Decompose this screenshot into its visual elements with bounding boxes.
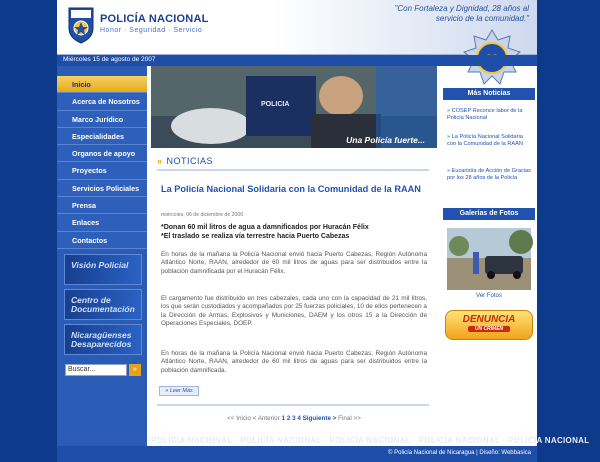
site-name: POLICÍA NACIONAL: [100, 13, 209, 25]
news-link-1[interactable]: » COSEP Reconce labor de la Policía Nacional: [447, 108, 523, 121]
nav-item-contactos[interactable]: Contactos: [57, 232, 147, 249]
section-arrow-icon: »: [157, 156, 163, 166]
promo-vision-policial[interactable]: Visión Policial: [64, 254, 142, 285]
pager-page-4[interactable]: 4: [297, 415, 301, 422]
nav-item-acerca[interactable]: Acerca de Nosotros: [57, 93, 147, 110]
article-lead: [161, 224, 427, 241]
nav-item-organos[interactable]: Organos de apoyo: [57, 145, 147, 162]
footer-watermark: POLICÍA NACIONAL · POLICÍA NACIONAL · POLICÍA NACIONAL · POLICÍA NACIONAL · POLICÍA NACIONAL: [151, 436, 590, 445]
police-shield-logo-icon[interactable]: [67, 6, 95, 44]
pager-first[interactable]: << Inicio: [227, 415, 251, 422]
svg-text:POLICIA: POLICIA: [261, 101, 290, 108]
pager-next[interactable]: Siguiente >: [302, 415, 337, 422]
pagination: [151, 415, 437, 422]
nav-spacer: [57, 66, 147, 76]
promo-centro-documentacion[interactable]: Centro de Documentación: [64, 289, 142, 320]
article-paragraph-3: En horas de la mañana la Policía Nacional envió hacia Puerto Cabezas, Región Autónoma Atlántico Norte, RAAN, alrededor de 60 mil litros de aguas para ser distribuidos entre la población damnificada.: [161, 350, 427, 374]
pager-prev[interactable]: < Anterior: [252, 415, 280, 422]
date-bar: [57, 55, 537, 66]
slogan: "Con Fortaleza y Dignidad, 28 años al servicio de la comunidad.": [394, 4, 529, 23]
article-paragraph-2: El cargamento fue distribuido en tres cabezales, cada uno con la capacidad de 21 mil litros, los que serán custodiados y acompañados por 25 fuerzas policiales, 10 de ellos pertenecen a la Dirección de Armas, Explosivos y Municiones, DAEM y los otros 15 a la Dirección de Operaciones Especiales, DOEP.: [161, 295, 427, 327]
section-title-label: NOTICIAS: [166, 156, 214, 166]
left-nav: [57, 66, 147, 456]
article-paragraph-1: En horas de la mañana la Policía Nacional envió hacia Puerto Cabezas, Región Autónoma Atlántico Norte, RAAN, alrededor de 60 mil litros de aguas para ser distribuidos entre la población damnificada por el Huracán Félix.: [161, 251, 427, 275]
article-title[interactable]: La Policía Nacional Solidaria con la Comunidad de la RAAN: [161, 184, 421, 194]
pager-page-1[interactable]: 1: [281, 415, 286, 422]
gallery-link[interactable]: Ver Fotos: [476, 293, 502, 299]
news-link-3[interactable]: » Eucaristía de Acción de Gracias por los 28 años de la Policía: [447, 168, 531, 181]
report-crime-button[interactable]: [445, 310, 533, 340]
report-crime-sublabel: UN CRIMEN: [468, 326, 510, 332]
current-date: Miércoles 15 de agosto de 2007: [63, 56, 156, 63]
nav-item-prensa[interactable]: Prensa: [57, 197, 147, 214]
search-button[interactable]: »: [129, 364, 141, 376]
search-input[interactable]: Buscar...: [65, 364, 127, 376]
footer: [57, 446, 537, 462]
nav-item-enlaces[interactable]: Enlaces: [57, 214, 147, 231]
gallery-photo-icon: [447, 228, 531, 290]
page: [57, 0, 590, 462]
read-more-button[interactable]: » Leer Más: [159, 386, 199, 396]
news-link-2[interactable]: » La Policía Nacional Solidaria con la Comunidad de la RAAN: [447, 134, 523, 147]
nav-item-servicios[interactable]: Servicios Policiales: [57, 180, 147, 197]
nav-item-proyectos[interactable]: Proyectos: [57, 162, 147, 179]
article-lead-line-1: *Donan 60 mil litros de agua a damnificados por Huracán Félix: [161, 224, 369, 231]
nav-item-marco-juridico[interactable]: Marco Jurídico: [57, 111, 147, 128]
site-tagline: Honor · Seguridad · Servicio: [100, 27, 203, 34]
banner-caption: Una Policía fuerte...: [346, 135, 425, 145]
promo-desaparecidos[interactable]: Nicaragüenses Desaparecidos: [64, 324, 142, 355]
right-column: [441, 88, 537, 438]
pager-page-3[interactable]: 3: [292, 415, 296, 422]
section-title: [157, 156, 213, 166]
pager-page-2[interactable]: 2: [286, 415, 291, 422]
pager-last[interactable]: Final >>: [338, 415, 361, 422]
article-date: miércoles, 06 de diciembre de 2006: [161, 212, 244, 218]
content-divider: [157, 404, 429, 406]
section-divider: [157, 169, 429, 171]
nav-item-inicio[interactable]: Inicio: [57, 76, 147, 93]
gallery-heading: Galerías de Fotos: [443, 208, 535, 220]
hero-banner: [151, 66, 437, 148]
footer-credits: © Policía Nacional de Nicaragua | Diseño: Webbasica: [388, 450, 531, 456]
main-content: [151, 150, 437, 435]
report-crime-label: DENUNCIA: [462, 314, 516, 325]
more-news-heading: Más Noticias: [443, 88, 535, 100]
gallery-thumbnail[interactable]: [447, 228, 531, 290]
article-lead-line-2: *El traslado se realiza vía terrestre hacia Puerto Cabezas: [161, 232, 350, 240]
nav-item-especialidades[interactable]: Especialidades: [57, 128, 147, 145]
